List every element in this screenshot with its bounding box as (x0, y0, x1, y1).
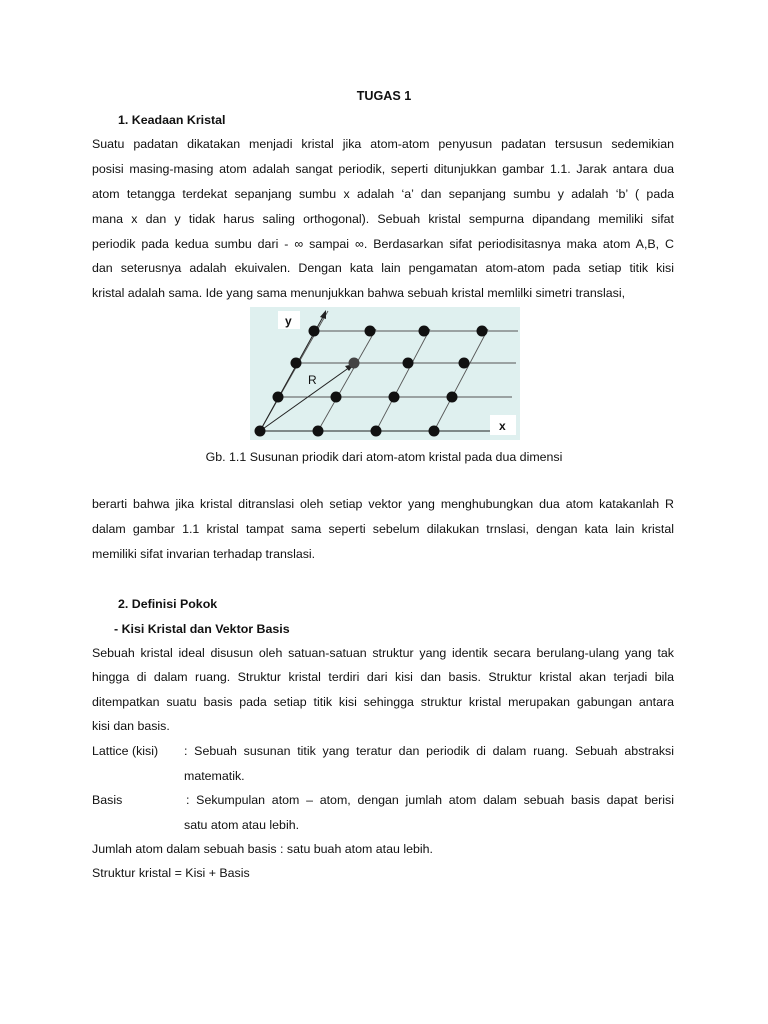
lattice-diagram (250, 307, 520, 440)
page-title: TUGAS 1 (356, 89, 412, 103)
lattice-atom (447, 392, 458, 403)
paragraph-line: periodik pada kedua sumbu dari - ∞ sampai ∞. Berdasarkan sifat periodisitasnya maka atom A,B, C (92, 237, 674, 251)
definition-body-basis-cont: satu atom atau lebih. (184, 818, 300, 832)
section-1-heading: 1. Keadaan Kristal (118, 113, 226, 127)
section-2-heading: 2. Definisi Pokok (118, 597, 218, 611)
lattice-column-line (376, 329, 430, 431)
lattice-atom (309, 326, 320, 337)
lattice-figure (250, 307, 520, 440)
section-2-subheading: - Kisi Kristal dan Vektor Basis (114, 622, 290, 636)
lattice-atom (419, 326, 430, 337)
x-axis-label: x (499, 419, 506, 433)
paragraph-line: kisi dan basis. (92, 719, 170, 733)
paragraph-line: posisi masing-masing atom adalah sangat periodik, seperti ditunjukkan gambar 1.1. Jarak antara dua (92, 162, 674, 176)
lattice-atom (365, 326, 376, 337)
paragraph-line: hingga di dalam ruang. Struktur kristal terdiri dari kisi dan basis. Struktur kristal akan terjadi bila (92, 670, 674, 684)
paragraph-line: dan seterusnya adalah ekuivalen. Dengan kata lain pengamatan atom-atom pada setiap titik kisi (92, 261, 674, 275)
lattice-atom (331, 392, 342, 403)
lattice-atom (389, 392, 400, 403)
definition-term-basis: Basis (92, 793, 123, 807)
paragraph-line: berarti bahwa jika kristal ditranslasi oleh setiap vektor yang menghubungkan dua atom katakanlah R (92, 497, 674, 511)
paragraph-line: Sebuah kristal ideal disusun oleh satuan-satuan struktur yang identik secara berulang-ulang yang tak (92, 646, 674, 660)
summary-line: Jumlah atom dalam sebuah basis : satu buah atom atau lebih. (92, 842, 433, 856)
lattice-atom (291, 358, 302, 369)
y-axis-arrowhead (320, 310, 326, 319)
paragraph-line: atom tetangga terdekat sepanjang sumbu x adalah ‘a’ dan sepanjang sumbu y adalah ‘b’ ( pada (92, 187, 674, 201)
lattice-atom (313, 426, 324, 437)
paragraph-line: mana x dan y tidak harus saling orthogonal). Sebuah kristal sempurna dipandang memiliki sifat (92, 212, 674, 226)
figure-caption: Gb. 1.1 Susunan priodik dari atom-atom kristal pada dua dimensi (205, 450, 563, 464)
summary-line: Struktur kristal = Kisi + Basis (92, 866, 250, 880)
paragraph-line: ditempatkan suatu basis pada setiap titik kisi sehingga struktur kristal merupakan gabungan antara (92, 695, 674, 709)
y-axis-label: y (285, 314, 292, 328)
lattice-column-line (434, 329, 488, 431)
definition-body-lattice-cont: matematik. (184, 769, 245, 783)
lattice-column-line (318, 329, 376, 431)
lattice-atom (477, 326, 488, 337)
paragraph-line: Suatu padatan dikatakan menjadi kristal jika atom-atom penyusun padatan tersusun sedemikian (92, 137, 674, 151)
lattice-atom (273, 392, 284, 403)
lattice-atom (403, 358, 414, 369)
r-vector-label: R (308, 373, 317, 387)
lattice-atom (459, 358, 470, 369)
definition-body-lattice: : Sebuah susunan titik yang teratur dan periodik di dalam ruang. Sebuah abstraksi (184, 744, 674, 758)
lattice-atom (255, 426, 266, 437)
lattice-atom-highlighted (349, 358, 360, 369)
lattice-atom (371, 426, 382, 437)
lattice-atom (429, 426, 440, 437)
paragraph-line: dalam gambar 1.1 kristal tampat sama seperti sebelum dilakukan trnslasi, dengan kata lain kristal (92, 522, 674, 536)
paragraph-line: kristal adalah sama. Ide yang sama menunjukkan bahwa sebuah kristal memlilki simetri translasi, (92, 286, 626, 300)
definition-body-basis: : Sekumpulan atom – atom, dengan jumlah atom dalam sebuah basis dapat berisi (186, 793, 674, 807)
paragraph-line: memiliki sifat invarian terhadap translasi. (92, 547, 316, 561)
definition-term-lattice: Lattice (kisi) (92, 744, 159, 758)
